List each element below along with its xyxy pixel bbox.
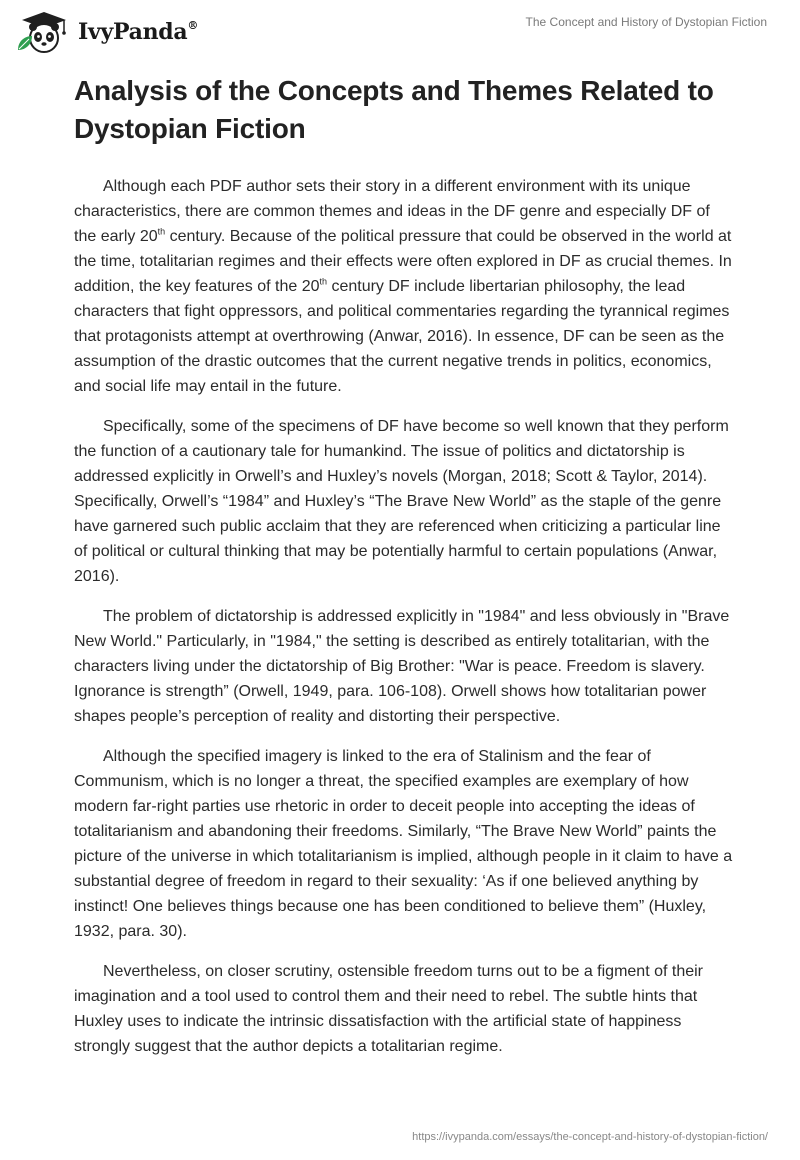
brand-name: IvyPanda® xyxy=(78,18,199,45)
ivypanda-logo[interactable] xyxy=(14,10,198,54)
paragraph-2: Specifically, some of the specimens of DF have become so well known that they perform the function of a cautionary tale for humankind. The issue of politics and dictatorship is addressed explicitly in Orwell’s and Huxley’s novels (Morgan, 2018; Scott & Taylor, 2014). Specifically, Orwell’s “1984” and Huxley’s “The Brave New World” as the staple of the genre have garnered such public acclaim that they are referenced when criticizing a particular line of political or cultural thinking that may be potentially harmful to certain populations (Anwar, 2016). xyxy=(74,418,729,585)
paragraph-1: Although each PDF author sets their story in a different environment with its unique characteristics, there are common themes and ideas in the DF genre and especially DF of the early 20th century. Because of the political pressure that could be observed in the world at the time, totalitarian regimes and their effects were often explored in DF as crucial themes. In addition, the key features of the 20th century DF include libertarian philosophy, the lead characters that fight oppressors, and political commentaries regarding the tyrannical regimes that protagonists attempt at overthrowing (Anwar, 2016). In essence, DF can be seen as the assumption of the drastic outcomes that the current negative trends in politics, economics, and social life may entail in the future. xyxy=(74,178,732,395)
article-body xyxy=(74,72,734,1074)
document-title: The Concept and History of Dystopian Fiction xyxy=(525,15,767,29)
page-header xyxy=(0,0,800,60)
source-url[interactable]: https://ivypanda.com/essays/the-concept-and-history-of-dystopian-fiction/ xyxy=(412,1131,768,1143)
paragraph-3: The problem of dictatorship is addressed explicitly in "1984" and less obviously in "Brave New World." Particularly, in "1984," the setting is described as entirely totalitarian, with the characters living under the dictatorship of Big Brother: "War is peace. Freedom is slavery. Ignorance is strength” (Orwell, 1949, para. 106-108). Orwell shows how totalitarian power shapes people’s perception of reality and distorting their perspective. xyxy=(74,608,730,725)
panda-graduate-icon xyxy=(14,10,70,54)
paragraph-4: Although the specified imagery is linked to the era of Stalinism and the fear of Communism, which is no longer a threat, the specified examples are exemplary of how modern far-right parties use rhetoric in order to deceit people into accepting the ideas of totalitarianism and abandoning their freedoms. Similarly, “The Brave New World” paints the picture of the universe in which totalitarianism is implied, although people in it claim to have a substantial degree of freedom in regard to their sexuality: ‘As if one believed anything by instinct! One believes things because one has been conditioned to believe them” (Huxley, 1932, para. 30). xyxy=(74,748,733,940)
paragraph-5: Nevertheless, on closer scrutiny, ostensible freedom turns out to be a figment of their imagination and a tool used to control them and their need to rebel. The subtle hints that Huxley uses to indicate the intrinsic dissatisfaction with the artificial state of happiness strongly suggest that the author depicts a totalitarian regime. xyxy=(74,963,703,1055)
section-heading: Analysis of the Concepts and Themes Related to Dystopian Fiction xyxy=(74,75,714,144)
